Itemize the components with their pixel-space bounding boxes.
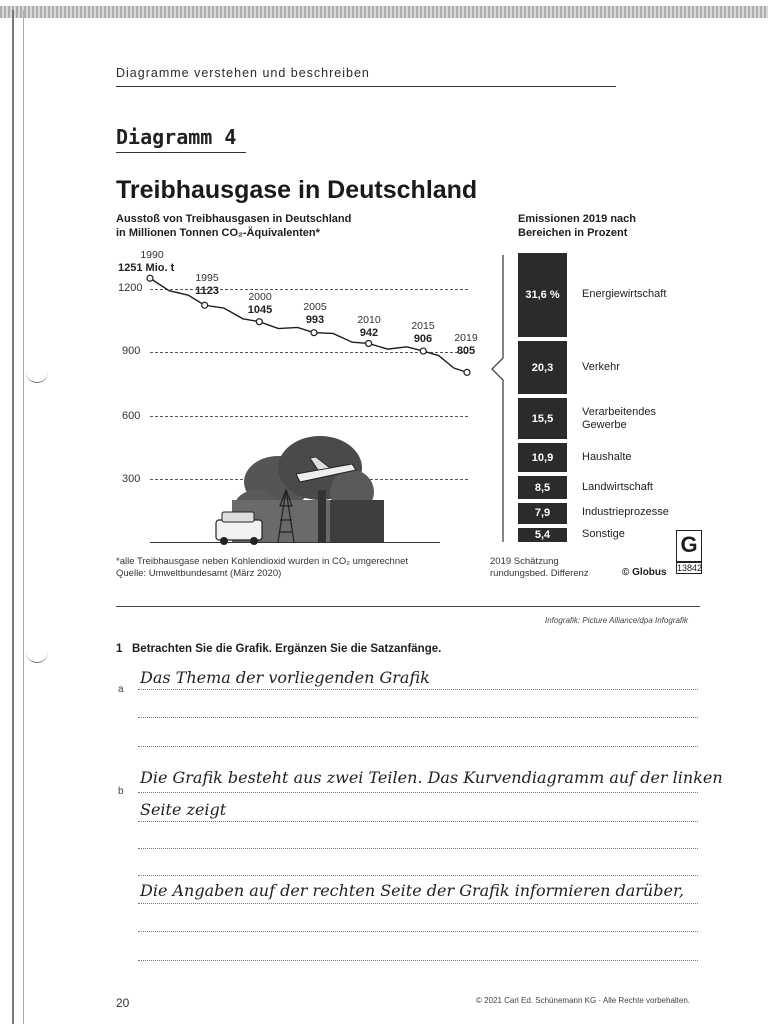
sector-bar: 8,5 (518, 476, 567, 499)
sector-bar: 15,5 (518, 398, 567, 439)
point-value-label: 942 (359, 327, 379, 339)
estimate-note-line1: 2019 Schätzung (490, 556, 559, 567)
data-point (147, 275, 153, 281)
line-chart-subtitle-line1: Ausstoß von Treibhausgasen in Deutschland (116, 213, 352, 225)
sentence-start-b-line2: Seite zeigt (140, 800, 227, 819)
footnote-line1: *alle Treibhausgase neben Kohlendioxid wurden in CO₂ umgerechnet (116, 556, 409, 567)
data-point (366, 340, 372, 346)
point-value-label: 906 (413, 333, 433, 345)
y-tick-label: 1200 (118, 282, 143, 294)
copyright: © 2021 Carl Ed. Schünemann KG · Alle Rechte vorbehalten. (476, 996, 691, 1005)
answer-line[interactable] (138, 717, 698, 718)
sector-label: Verkehr (582, 360, 620, 373)
data-point (420, 348, 426, 354)
sector-bar: 7,9 (518, 503, 567, 524)
answer-line[interactable] (138, 689, 698, 690)
image-credit: Infografik: Picture Alliance/dpa Infografik (545, 616, 688, 625)
item-letter-a: a (118, 684, 124, 695)
answer-line[interactable] (138, 848, 698, 849)
sector-bar: 5,4 (518, 528, 567, 542)
item-letter-b: b (118, 786, 124, 797)
y-tick-label: 600 (122, 410, 141, 422)
answer-line[interactable] (138, 931, 698, 932)
point-year-label: 2005 (303, 301, 327, 313)
sentence-start-a: Das Thema der vorliegenden Grafik (140, 668, 430, 687)
graphic-title: Treibhausgase in Deutschland (116, 176, 478, 204)
bar-chart-subtitle-line1: Emissionen 2019 nach (518, 213, 636, 225)
point-year-label: 2000 (248, 291, 272, 303)
sector-label: Industrieprozesse (582, 506, 669, 519)
task-instruction (116, 643, 441, 655)
sector-label: Haushalte (582, 450, 632, 463)
source-line: Quelle: Umweltbundesamt (März 2020) (116, 568, 282, 579)
estimate-note (490, 556, 589, 580)
data-point (311, 330, 317, 336)
task-text: Betrachten Sie die Grafik. Ergänzen Sie die Satzanfänge. (132, 643, 442, 655)
sentence-start-c: Die Angaben auf der rechten Seite der Grafik informieren darüber, (140, 881, 684, 900)
diagram-number: Diagramm 4 (116, 125, 237, 149)
data-point (464, 369, 470, 375)
data-points (147, 275, 470, 375)
line-chart-subtitle-line2: in Millionen Tonnen CO₂-Äquivalenten* (116, 227, 320, 239)
publisher-label: © Globus (622, 567, 667, 578)
sector-label: Sonstige (582, 527, 625, 540)
data-point (256, 319, 262, 325)
answer-line[interactable] (138, 821, 698, 822)
sentence-start-b-line1: Die Grafik besteht aus zwei Teilen. Das Kurvendiagramm auf der linken (140, 768, 723, 787)
sector-label: Energiewirtschaft (582, 287, 667, 300)
point-year-label: 1990 (140, 249, 164, 261)
point-value-label: 1123 (195, 285, 219, 297)
point-value-label: 1251 Mio. t (118, 262, 175, 274)
answer-line[interactable] (138, 875, 698, 876)
page-number: 20 (116, 996, 130, 1010)
task-number: 1 (116, 643, 123, 655)
series-title: Diagramme verstehen und beschreiben (116, 66, 370, 80)
answer-line[interactable] (138, 903, 698, 904)
sector-label: Landwirtschaft (582, 480, 653, 493)
point-value-label: 1045 (247, 304, 273, 316)
estimate-note-line2: rundungsbed. Differenz (490, 568, 589, 579)
factory-illustration (216, 436, 384, 545)
point-year-label: 2019 (454, 332, 478, 344)
answer-line[interactable] (138, 792, 698, 793)
sector-bar: 31,6 % (518, 253, 567, 337)
point-value-label: 993 (305, 314, 325, 326)
y-tick-label: 300 (122, 473, 141, 485)
sector-label: Verarbeitendes Gewerbe (582, 405, 656, 431)
data-point (202, 302, 208, 308)
sector-bar: 20,3 (518, 341, 567, 395)
emissions-trend-line (150, 278, 467, 372)
graphic-footnote (116, 556, 408, 580)
y-tick-label: 900 (122, 345, 141, 357)
sector-bar: 10,9 (518, 443, 567, 472)
answer-line[interactable] (138, 960, 698, 961)
point-year-label: 2010 (357, 314, 381, 326)
chart-connector-bracket (492, 255, 503, 542)
section-rule (116, 606, 700, 607)
graphic-number: 13842 (677, 563, 703, 573)
globus-logo-icon: G (676, 530, 702, 562)
point-year-label: 1995 (195, 272, 219, 284)
bar-chart-subtitle-line2: Bereichen in Prozent (518, 227, 628, 239)
point-year-label: 2015 (411, 320, 435, 332)
point-value-label: 805 (456, 345, 476, 357)
answer-line[interactable] (138, 746, 698, 747)
